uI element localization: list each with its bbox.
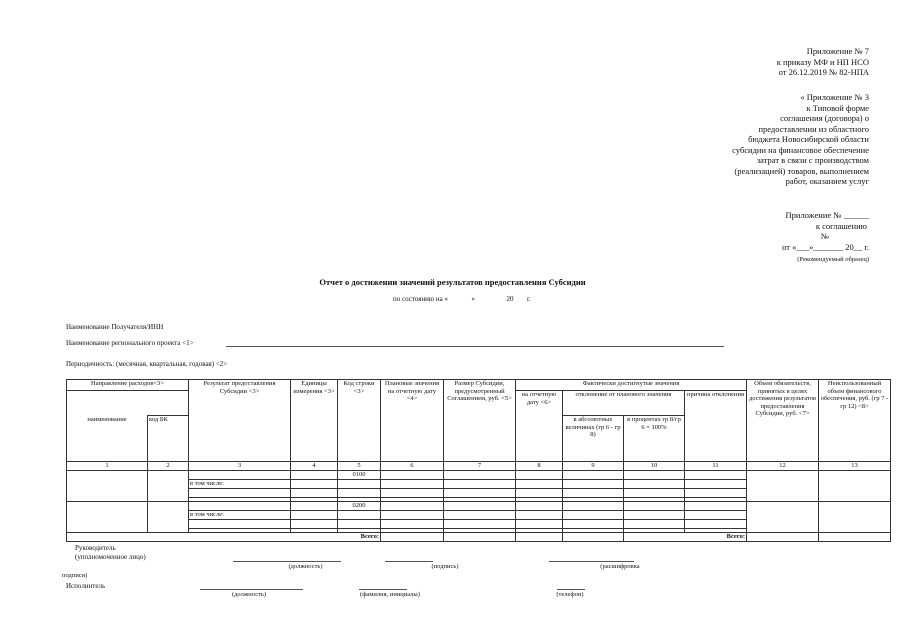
- periodicity-label: Периодичность: (месячная, квартальная, годовая) <2>: [66, 360, 228, 368]
- table-row: [67, 470, 891, 479]
- executor-label: Исполнитель: [66, 582, 106, 590]
- col-number: 5: [338, 462, 381, 471]
- row-code: 0200: [338, 501, 381, 510]
- including-label: в том числе:: [189, 479, 291, 488]
- col-number: 2: [148, 462, 189, 471]
- h-result: Результат предоставления Субсидии <3>: [189, 380, 291, 462]
- h-abs: в абсолютных величинах (гр 6 - гр 8): [563, 416, 624, 462]
- col-number: 3: [189, 462, 291, 471]
- header-row-1: [67, 380, 891, 391]
- total-row: [67, 532, 891, 541]
- appendix7-block: [669, 46, 869, 78]
- appendix3-line: субсидии на финансовое обеспечение: [732, 144, 869, 155]
- h-obligations: Объем обязательств, принятых в целях достижения результатов предоставления Субсидии, руб. <7>: [747, 380, 819, 462]
- asof-line: [393, 295, 593, 304]
- h-on-date: на отчетную дату <6>: [516, 391, 563, 462]
- appendix3-line: работ, оказанием услуг: [785, 176, 869, 186]
- head-position-caption: (должность): [288, 563, 323, 570]
- col-number: 1: [67, 462, 148, 471]
- head-decoding-line[interactable]: [549, 561, 634, 562]
- table-row: [67, 501, 891, 510]
- col-number: 7: [444, 462, 516, 471]
- executor-phone-line[interactable]: [557, 589, 585, 590]
- head-signature-caption: (подпись): [431, 563, 459, 570]
- appendix3-line: затрат в связи с производством: [756, 155, 869, 165]
- agreement-line1: Приложение № ______: [785, 210, 869, 220]
- h-reason: причина отклонения: [685, 391, 747, 462]
- report-table: [66, 379, 891, 542]
- appendix7-line2: к приказу МФ и НП НСО: [776, 56, 869, 67]
- total-label-1: Всего:: [67, 532, 381, 541]
- appendix3-line: (реализацией) товаров, выполнением: [734, 165, 869, 176]
- recipient-label: Наименование Получателя/ИНН: [66, 323, 164, 331]
- col-number: 12: [747, 462, 819, 471]
- head-decoding-end: подписи): [62, 572, 88, 579]
- appendix3-line: бюджета Новосибирской области: [748, 134, 869, 144]
- appendix7-line3: от 26.12.2019 № 82-НПА: [778, 67, 869, 77]
- agreement-block: [669, 210, 869, 264]
- head-decoding-caption: (расшифровка: [600, 563, 640, 570]
- h-name: наименование: [67, 416, 148, 462]
- project-label: Наименование регионального проекта <1>: [66, 339, 194, 347]
- recommended-note: (Рекомендуемый образец): [797, 256, 869, 263]
- asof-year: 20: [506, 295, 514, 303]
- head-label: Руководитель: [75, 544, 116, 552]
- h-direction: Направление расходов<3>: [67, 380, 189, 391]
- column-numbers-row: [67, 462, 891, 471]
- cell-name[interactable]: [67, 470, 148, 501]
- project-field-line[interactable]: [226, 346, 724, 347]
- row-code: 0100: [338, 470, 381, 479]
- asof-prefix: по состоянию на «: [393, 295, 449, 303]
- col-number: 9: [563, 462, 624, 471]
- report-title: Отчет о достижении значений результатов предоставления Субсидии: [319, 277, 586, 287]
- head-auth-label: (уполномоченное лицо): [75, 553, 146, 561]
- agreement-line4: от «___»_______ 20__ г.: [782, 241, 869, 252]
- h-deviation: отклонение от планового значения: [563, 391, 685, 416]
- col-number: 6: [381, 462, 444, 471]
- cell-code-bk[interactable]: [148, 470, 189, 501]
- executor-fio-caption: (фамилия, инициалы): [360, 591, 420, 598]
- h-pct: в процентах гр 8/гр 6 × 100%: [624, 416, 685, 462]
- col-number: 11: [685, 462, 747, 471]
- h-unused: Неиспользованный объем финансового обеспечения, руб. (гр 7 - гр 12) <8>: [819, 380, 891, 462]
- head-position-line[interactable]: [233, 561, 341, 562]
- appendix3-line: « Приложение № 3: [800, 92, 869, 102]
- h-unit: Единицы измерения <3>: [291, 380, 338, 462]
- col-number: 4: [291, 462, 338, 471]
- executor-fio-line[interactable]: [359, 589, 407, 590]
- h-code-bk: код БК: [148, 416, 189, 462]
- col-number: 13: [819, 462, 891, 471]
- appendix7-line1: Приложение № 7: [806, 46, 869, 56]
- total-label-2: Всего:: [624, 532, 747, 541]
- executor-position-line[interactable]: [200, 589, 303, 590]
- col-number: 10: [624, 462, 685, 471]
- agreement-line3: №: [820, 231, 829, 241]
- agreement-line2: к соглашению: [815, 220, 867, 231]
- h-planned: Плановые значения на отчетную дату <4>: [381, 380, 444, 462]
- cell-code-bk[interactable]: [148, 501, 189, 532]
- appendix3-block: [649, 92, 869, 187]
- h-subsidy-size: Размер Субсидии, предусмотренный Соглашением, руб. <5>: [444, 380, 516, 462]
- including-label: в том числе:: [189, 510, 291, 519]
- executor-phone-caption: (телефон): [556, 591, 584, 598]
- head-signature-line[interactable]: [385, 561, 433, 562]
- asof-mid: »: [471, 295, 476, 303]
- executor-position-caption: (должность): [231, 591, 267, 598]
- appendix3-line: к Типовой форме: [806, 102, 869, 113]
- appendix3-line: предоставлении из областного: [758, 123, 869, 134]
- h-actual: Фактически достигнутые значения: [516, 380, 747, 391]
- appendix3-line: соглашения (договора) о: [780, 113, 869, 123]
- cell-name[interactable]: [67, 501, 148, 532]
- h-rowcode: Код строки <3>: [338, 380, 381, 462]
- asof-suffix: г.: [527, 295, 531, 303]
- col-number: 8: [516, 462, 563, 471]
